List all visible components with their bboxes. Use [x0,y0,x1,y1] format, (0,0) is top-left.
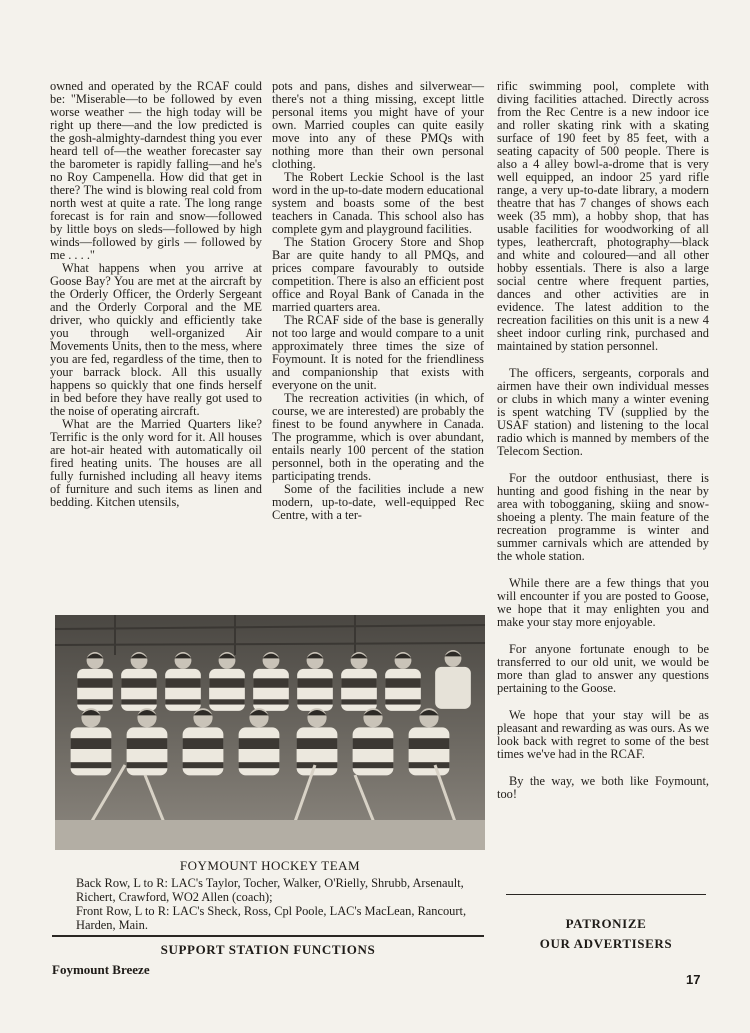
caption-line: Back Row, L to R: LAC's Taylor, Tocher, Walker, O'Rielly, Shrubb, Arsenault, Richert, Crawford, WO2 Allen (coach); [76,876,464,904]
paragraph: What are the Married Quarters like? Terrific is the only word for it. All houses are hot-air heated with automatically oil fired heating units. The houses are all fully furnished including all heavy items of furniture and such items as linen and bedding. Kitchen utensils, [50,417,262,509]
page-number: 17 [686,972,701,987]
paragraph-block [497,775,709,801]
caption-line: Front Row, L to R: LAC's Sheck, Ross, Cpl Poole, LAC's MacLean, Rancourt, Harden, Main. [76,904,467,932]
paragraph: The Robert Leckie School is the last word in the up-to-date modern educational system and boasts some of the best teachers in Canada. This school also has complete gym and playground facilities. [272,170,484,236]
photo-caption-title: FOYMOUNT HOCKEY TEAM [179,858,361,873]
paragraph: The officers, sergeants, corporals and airmen have their own individual messes or clubs in which many a winter evening is spent watching TV (supplied by the USAF station) and listening to the local radio which is manned by members of the Telecom Section. [497,366,709,458]
patronize-line: PATRONIZE [565,916,647,931]
paragraph: rific swimming pool, complete with diving facilities attached. Directly across from the Rec Centre is a new indoor ice and roller skating rink with a skating surface of 190 feet by 85 feet, with a seating capacity of 500 people. There is also a 4 alley bowl-a-drome that is very well equipped, an indoor 25 yard rifle range, a very up-to-date library, a modern theatre that has 7 changes of shows each week (35 mm), a hobby shop, that has usable facilities for woodworking of all types, leathercraft, photography—black and white and coloured—and all other hobby essentials. There is also a large social centre where frequent parties, dances and other activities are in evidence. The latest addition to the recreation facilities on this unit is a new 4 sheet indoor curling rink, purchased and maintained by station personnel. [497,79,709,353]
article-column-3 [497,80,709,815]
publication-name: Foymount Breeze [52,962,150,977]
paragraph-block [497,80,709,353]
paragraph-block [497,577,709,629]
support-heading: SUPPORT STATION FUNCTIONS [160,942,376,957]
paragraph: Some of the facilities include a new modern, up-to-date, well-equipped Rec Centre, with a ter- [272,482,484,522]
paragraph: For the outdoor enthusiast, there is hunting and good fishing in the near by area with tobogganing, skiing and snow-shoeing a plenty. The main feature of the recreation programme is winter and summer carnivals which are attended by the whole station. [497,471,709,563]
paragraph: While there are a few things that you will encounter if you are posted to Goose, we hope that it may enlighten you and make your stay more enjoyable. [497,576,709,629]
paragraph: pots and pans, dishes and silverwear—there's not a thing missing, except little personal items you might have of your own. Married couples can quite easily move into any of these PMQs with nothing more than their own personal clothing. [272,79,484,171]
paragraph-block [497,367,709,458]
paragraph: The recreation activities (in which, of course, we are interested) are probably the finest to be found anywhere in Canada. The programme, which is over abundant, entails nearly 100 percent of the station personnel, both in the operating and the participating trends. [272,391,484,483]
paragraph: We hope that your stay will be as pleasant and rewarding as was ours. As we look back with regret to some of the best times we've had in the RCAF. [497,708,709,761]
divider [506,894,706,895]
paragraph: owned and operated by the RCAF could be: "Miserable—to be followed by even worse weather — the high today will be right up there—and the low predicted is the gosh-almighty-darndest thing you ever heard tell of—the weather forecaster say the barometer is rapidly falling—and he's no Roy Campenella. How did that get in there? The wind is blowing real cold from north west at quite a rate. The long range forecast is for rain and snow—followed by little boys on sleds—followed by high winds—followed by girls — followed by me . . . ." [50,79,262,262]
photo-caption [76,876,484,932]
article-column-1 [50,80,262,509]
paragraph: By the way, we both like Foymount, too! [497,774,709,801]
team-photo-illustration [55,615,485,850]
divider [52,935,484,937]
paragraph-block [497,643,709,695]
patronize-notice [506,914,706,954]
paragraph: For anyone fortunate enough to be transferred to our old unit, we would be more than glad to answer any questions pertaining to the Goose. [497,642,709,695]
paragraph: The Station Grocery Store and Shop Bar are quite handy to all PMQs, and prices compare favourably to outside competition. There is also an efficient post office and Royal Bank of Canada in the married quarters area. [272,235,484,314]
paragraph: The RCAF side of the base is generally not too large and would compare to a unit approximately three times the size of Foymount. It is noted for the friendliness and companionship that exists with everyone on the unit. [272,313,484,392]
paragraph-block [497,709,709,761]
paragraph: What happens when you arrive at Goose Bay? You are met at the aircraft by the Orderly Officer, the Orderly Sergeant and the Orderly Corporal and the ME driver, who quickly and efficiently take you through well-organized Air Movements Units, then to the mess, where you are fed, regardless of the time, then to your barrack block. All this usually happens so quickly that one finds herself in bed before they have really got used to the noise of operating aircraft. [50,261,262,418]
patronize-line: OUR ADVERTISERS [539,936,673,951]
article-column-2 [272,80,484,522]
hockey-team-photo [55,615,485,850]
paragraph-block [497,472,709,563]
